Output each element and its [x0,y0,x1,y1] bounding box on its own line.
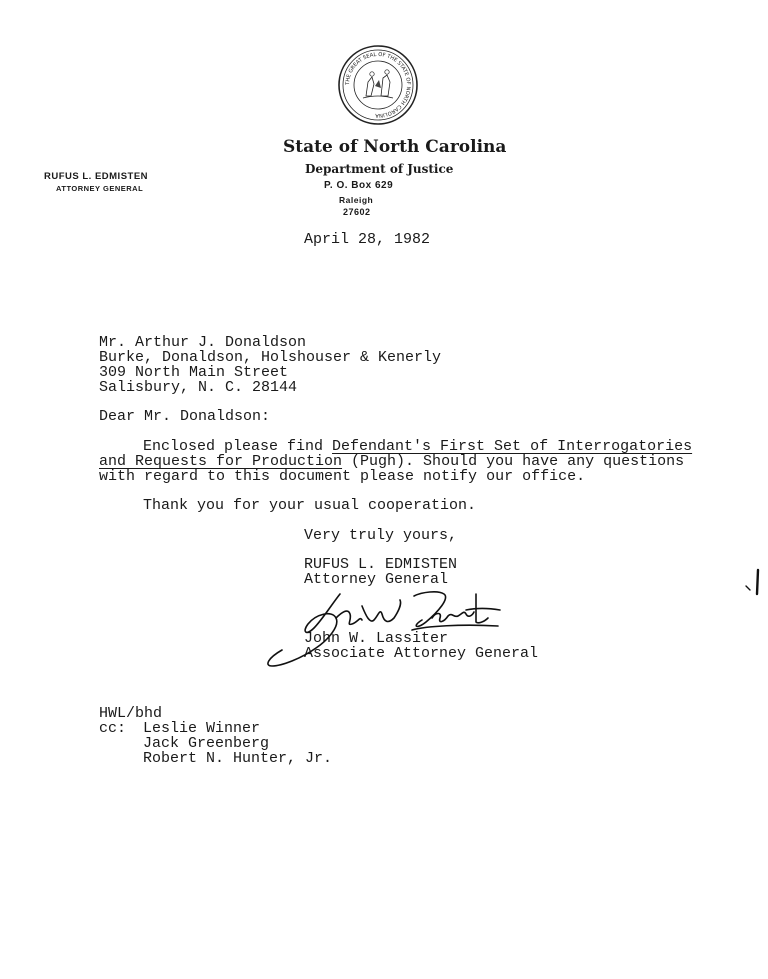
letterhead-city: Raleigh [339,195,374,205]
cc-label: cc: [99,720,127,737]
body-paragraph-1-line-1 [143,439,692,454]
body-paragraph-1-line-3: with regard to this document please notify our office. [99,468,586,485]
signatory-title-2: Associate Attorney General [304,645,539,662]
signatory-title-1: Attorney General [304,571,449,588]
letterhead-po-box: P. O. Box 629 [324,180,394,191]
official-name: RUFUS L. EDMISTEN [44,171,149,182]
recipient-line-3: 309 North Main Street [99,364,289,381]
letterhead-zip: 27602 [343,207,371,217]
recipient-line-2: Burke, Donaldson, Holshouser & Kenerly [99,349,442,366]
cc-recipient-1: Leslie Winner [143,720,261,737]
body-paragraph-2: Thank you for your usual cooperation. [143,497,477,514]
body-text: (Pugh). Should you have any questions [342,453,685,470]
svg-text:THE GREAT SEAL OF THE STATE OF: THE GREAT SEAL OF THE STATE OF NORTH CAROLINA [344,51,412,119]
cc-recipient-2: Jack Greenberg [143,735,270,752]
handwritten-signature [262,582,512,678]
recipient-line-1: Mr. Arthur J. Donaldson [99,334,307,351]
typist-initials: HWL/bhd [99,705,163,722]
document-title-part-1: Defendant's First Set of Interrogatories [332,438,693,455]
recipient-line-4: Salisbury, N. C. 28144 [99,379,298,396]
valediction: Very truly yours, [304,527,458,544]
state-seal-icon [337,44,419,126]
letterhead-state: State of North Carolina [283,137,507,157]
body-paragraph-1-line-2 [99,454,684,469]
signatory-name-1: RUFUS L. EDMISTEN [304,556,458,573]
letterhead-department: Department of Justice [305,162,454,176]
body-text: Enclosed please find [143,438,333,455]
margin-mark [744,568,764,596]
signatory-name-2: John W. Lassiter [304,630,449,647]
document-title-part-2: and Requests for Production [99,453,343,470]
letter-date: April 28, 1982 [304,231,431,248]
official-title: ATTORNEY GENERAL [56,184,144,193]
cc-recipient-3: Robert N. Hunter, Jr. [143,750,333,767]
salutation: Dear Mr. Donaldson: [99,408,271,425]
